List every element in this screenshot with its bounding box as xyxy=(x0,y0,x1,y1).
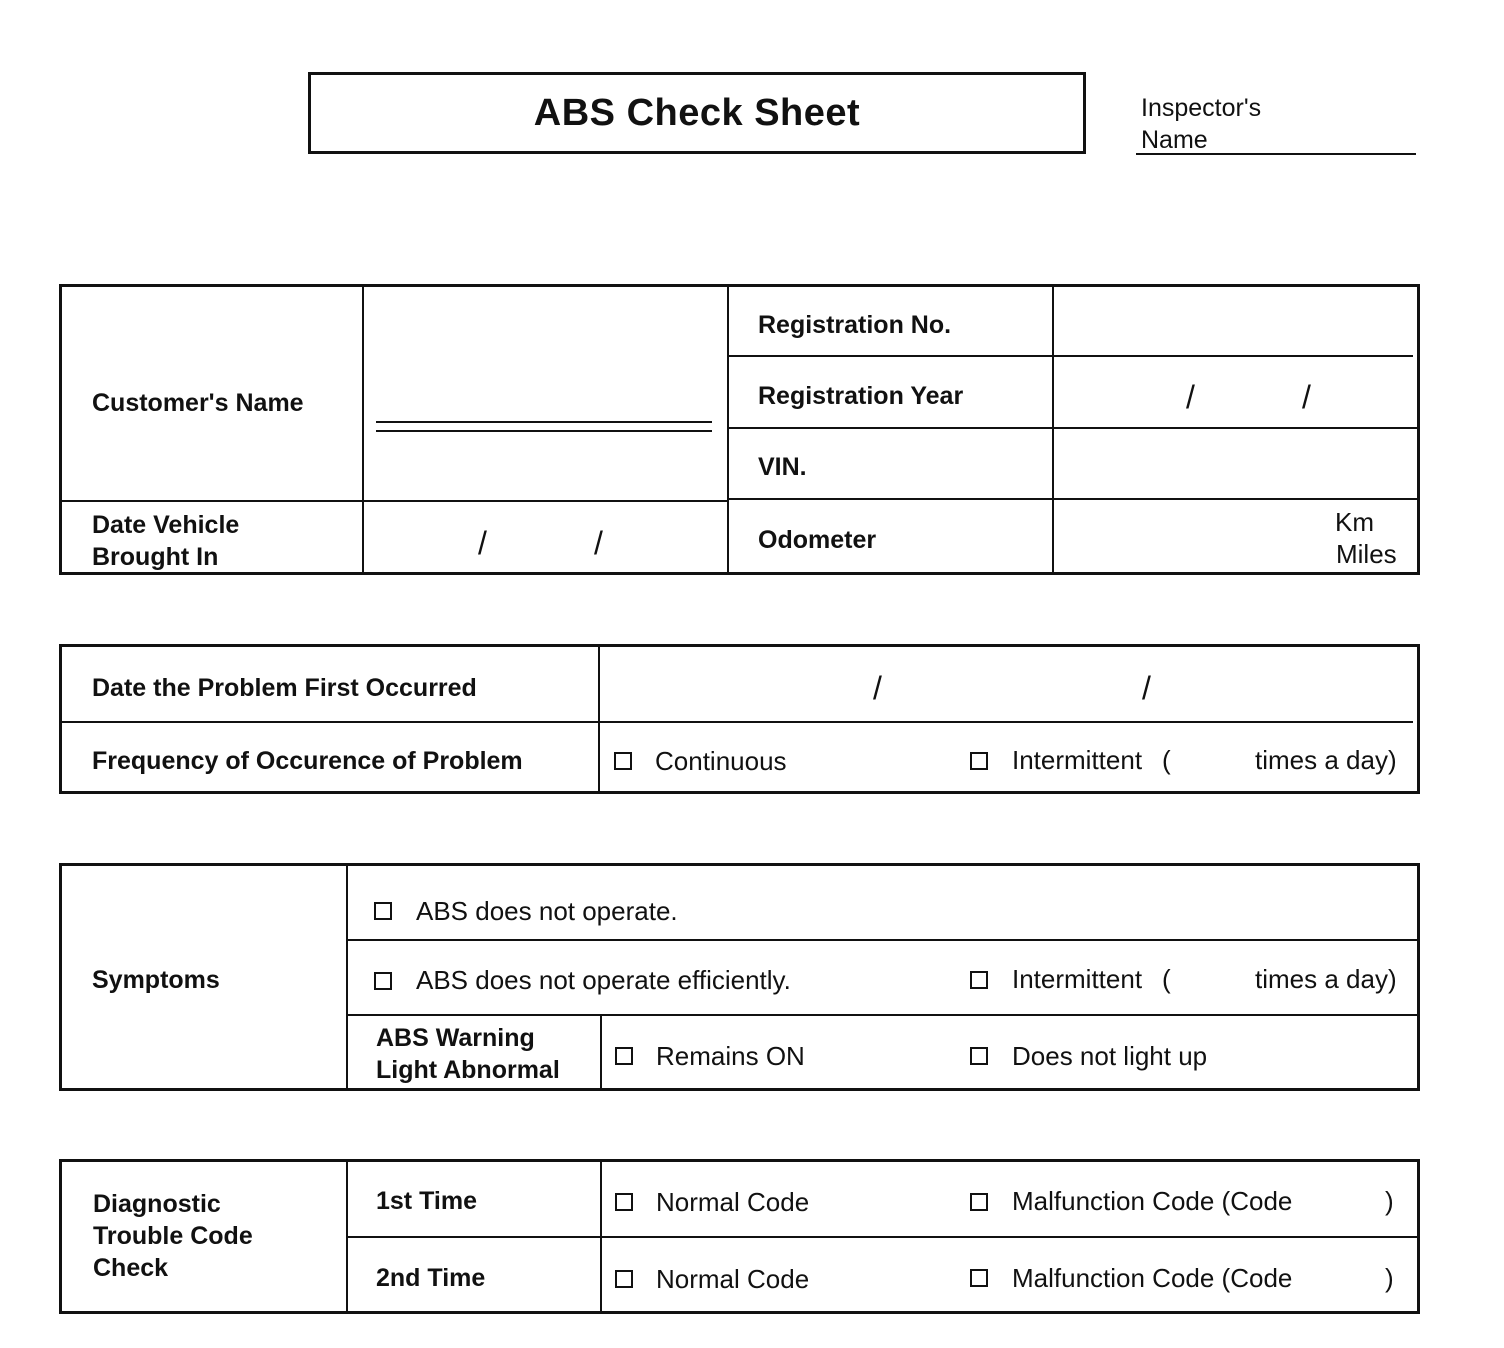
inspector-name-field[interactable] xyxy=(1136,153,1416,155)
date-separator: / xyxy=(1186,379,1195,415)
remains-on-label: Remains ON xyxy=(656,1041,805,1071)
second-normal-code-checkbox[interactable] xyxy=(615,1270,633,1288)
symptom-intermittent-checkbox[interactable] xyxy=(970,971,988,989)
second-malfunction-code-checkbox[interactable] xyxy=(970,1269,988,1287)
first-malfunction-code-label: Malfunction Code (Code xyxy=(1012,1186,1293,1216)
times-a-day-label: times a day) xyxy=(1255,964,1397,994)
vin-label: VIN. xyxy=(758,453,807,481)
does-not-light-label: Does not light up xyxy=(1012,1041,1208,1071)
registration-no-field[interactable] xyxy=(1056,288,1414,354)
date-separator: / xyxy=(1302,379,1311,415)
first-time-label: 1st Time xyxy=(376,1187,477,1215)
warning-light-label xyxy=(376,1022,560,1086)
divider xyxy=(1052,286,1054,573)
open-paren: ( xyxy=(1162,745,1171,775)
divider xyxy=(348,1236,1417,1238)
divider xyxy=(362,286,364,573)
continuous-checkbox[interactable] xyxy=(614,752,632,770)
not-efficient-checkbox[interactable] xyxy=(374,972,392,990)
times-a-day-label: times a day) xyxy=(1255,745,1397,775)
does-not-operate-label: ABS does not operate. xyxy=(416,896,678,926)
title-box xyxy=(308,72,1086,154)
dtc-label xyxy=(93,1188,253,1284)
divider xyxy=(61,500,729,502)
divider xyxy=(348,1014,1417,1016)
page-title: ABS Check Sheet xyxy=(533,91,861,134)
date-separator: / xyxy=(478,525,487,561)
date-brought-in-line1: Date Vehicle xyxy=(92,511,240,539)
first-normal-code-label: Normal Code xyxy=(656,1187,810,1217)
date-separator: / xyxy=(1142,670,1151,706)
warning-light-line1: ABS Warning xyxy=(376,1024,535,1052)
frequency-label: Frequency of Occurence of Problem xyxy=(92,747,523,775)
inspector-label-line2: Name xyxy=(1141,126,1208,154)
first-normal-code-checkbox[interactable] xyxy=(615,1193,633,1211)
does-not-operate-checkbox[interactable] xyxy=(374,902,392,920)
divider xyxy=(61,721,1413,723)
remains-on-checkbox[interactable] xyxy=(615,1047,633,1065)
intermittent-checkbox[interactable] xyxy=(970,752,988,770)
customer-name-field[interactable] xyxy=(376,421,712,423)
divider xyxy=(729,427,1418,429)
symptom-intermittent-label: Intermittent xyxy=(1012,964,1143,994)
divider xyxy=(729,355,1413,357)
inspector-label-line1: Inspector's xyxy=(1141,94,1262,122)
dtc-label-line1: Diagnostic xyxy=(93,1190,221,1218)
vin-field[interactable] xyxy=(1056,431,1414,497)
divider xyxy=(600,1015,602,1089)
registration-no-label: Registration No. xyxy=(758,311,952,339)
divider xyxy=(729,498,1418,500)
divider xyxy=(727,286,729,573)
close-paren: ) xyxy=(1385,1186,1394,1216)
continuous-label: Continuous xyxy=(655,746,787,776)
dtc-label-line3: Check xyxy=(93,1254,169,1282)
inspector-name-label xyxy=(1141,92,1261,156)
divider xyxy=(598,646,600,792)
dtc-label-line2: Trouble Code xyxy=(93,1222,253,1250)
customer-name-label: Customer's Name xyxy=(92,389,304,417)
date-separator: / xyxy=(873,670,882,706)
warning-light-line2: Light Abnormal xyxy=(376,1056,560,1084)
date-brought-in-label xyxy=(92,509,239,573)
customer-name-underline xyxy=(376,430,712,432)
divider xyxy=(348,939,1417,941)
not-efficient-label: ABS does not operate efficiently. xyxy=(416,965,791,995)
intermittent-label: Intermittent xyxy=(1012,745,1143,775)
date-brought-in-line2: Brought In xyxy=(92,543,219,571)
second-time-label: 2nd Time xyxy=(376,1264,486,1292)
close-paren: ) xyxy=(1385,1263,1394,1293)
second-malfunction-code-label: Malfunction Code (Code xyxy=(1012,1263,1293,1293)
symptoms-label: Symptoms xyxy=(92,966,220,994)
open-paren: ( xyxy=(1162,964,1171,994)
first-malfunction-code-checkbox[interactable] xyxy=(970,1193,988,1211)
date-separator: / xyxy=(594,525,603,561)
registration-year-label: Registration Year xyxy=(758,382,964,410)
does-not-light-checkbox[interactable] xyxy=(970,1047,988,1065)
divider xyxy=(346,865,348,1089)
odometer-unit-miles: Miles xyxy=(1336,539,1397,569)
odometer-label: Odometer xyxy=(758,526,877,554)
odometer-unit-km: Km xyxy=(1335,507,1374,537)
second-normal-code-label: Normal Code xyxy=(656,1264,810,1294)
first-occurred-label: Date the Problem First Occurred xyxy=(92,674,477,702)
